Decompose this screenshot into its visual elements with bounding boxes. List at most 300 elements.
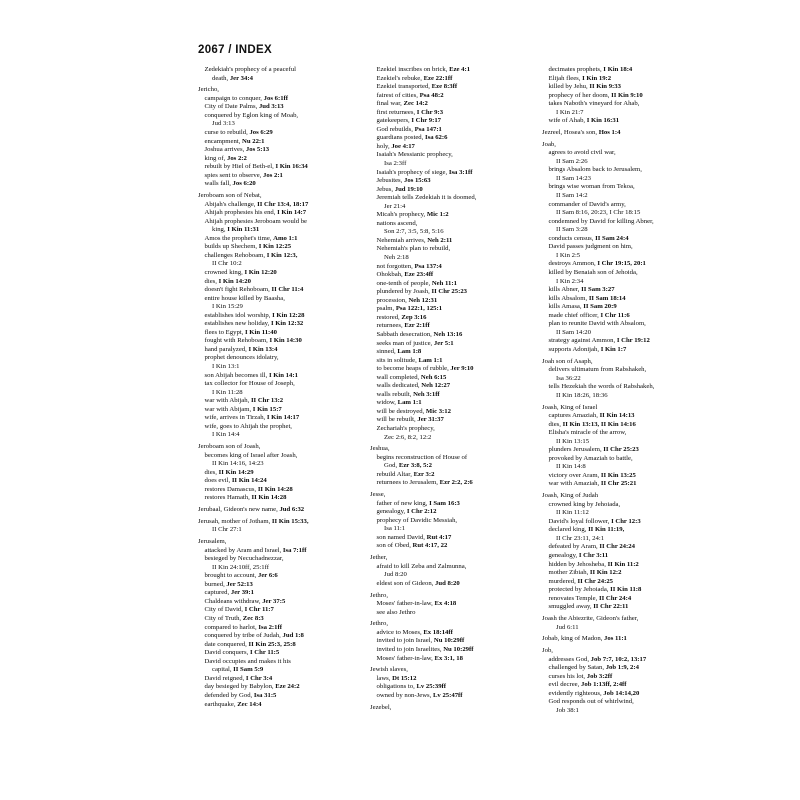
index-subentry: son named David, Rut 4:17 [376, 533, 452, 541]
index-subentry: II Chr 10:2 [212, 260, 242, 268]
index-subentry: II Chr 23:11, 24:1 [556, 534, 605, 542]
index-headword: Joab, [542, 140, 556, 148]
index-subentry: compared to harlot, Isa 2:1ff [204, 623, 282, 631]
index-subentry: Chaldeans withdraw, Jer 37:5 [204, 597, 286, 605]
index-headword: Jeroboam son of Nebat, [198, 192, 262, 200]
index-subentry: crowned king by Jehoiada, [548, 500, 621, 508]
scripture-reference: I Kin 14:1 [268, 371, 298, 379]
index-subentry: psalm, Psa 122:1, 125:1 [376, 305, 443, 313]
index-subentry: obligations to, Lv 25:39ff [376, 683, 446, 691]
index-subentry: nations ascend, [376, 219, 418, 227]
index-subentry: Ohokbah, Eze 23:4ff [376, 271, 434, 279]
scripture-reference: Jud 1:8 [282, 632, 304, 640]
scripture-reference: Zec 14:2 [403, 100, 428, 108]
index-subentry: seeks man of justice, Jer 5:1 [376, 339, 454, 347]
scripture-reference: II Chr 13:2 [250, 397, 284, 405]
index-subentry: prophecy of her doom, II Kin 9:10 [548, 91, 643, 99]
index-subentry: Neh 2:18 [384, 254, 409, 262]
scripture-reference: Jos 6:20 [232, 180, 256, 188]
scripture-reference: II Kin 25:3, 25:8 [248, 640, 296, 648]
index-subentry: addresses God, Job 7:7, 10:2, 13:17 [548, 655, 647, 663]
index-subentry: king, I Kin 11:31 [212, 226, 260, 234]
scripture-reference: Mic 3:12 [425, 407, 451, 415]
scripture-reference: I Kin 14:17 [266, 414, 300, 422]
index-subentry: strategy against Ammon, I Chr 19:12 [548, 337, 650, 345]
scripture-reference: II Chr 22:11 [593, 603, 629, 611]
index-subentry: dies, II Kin 13:13, II Kin 14:16 [548, 420, 636, 428]
scripture-reference: II Chr 11:4 [271, 286, 304, 294]
scripture-reference: II Kin 11:8 [610, 586, 642, 594]
index-subentry: victory over Aram, II Kin 13:25 [548, 471, 636, 479]
scripture-reference: Neh 12:31 [408, 296, 438, 304]
index-headword: Jezebel, [370, 703, 392, 711]
index-subentry: captures Amaziah, II Kin 14:13 [548, 412, 635, 420]
scripture-reference: I Kin 13:4 [248, 345, 278, 353]
index-subentry: hand paralyzed, I Kin 13:4 [204, 345, 278, 353]
index-subentry: father of new king, I Sam 16:3 [376, 499, 460, 507]
index-headword: Joash the Abiezrite, Gideon's father, [542, 615, 639, 623]
index-subentry: Isa 2:3ff [384, 160, 407, 168]
scripture-reference: Rut 4:17, 22 [412, 542, 448, 550]
index-subentry: Son 2:7, 3:5, 5:8, 5:16 [384, 228, 444, 236]
index-subentry: invited to join Israelites, Nu 10:29ff [376, 646, 474, 654]
index-subentry: wife of Ahab, I Kin 16:31 [548, 117, 620, 125]
scripture-reference: Jos 6:1ff [263, 94, 288, 102]
index-subentry: one-tenth of people, Neh 11:1 [376, 279, 457, 287]
index-subentry: Jud 8:20 [384, 571, 407, 579]
index-subentry: walls fall, Jos 6:20 [204, 180, 256, 188]
scripture-reference: I Chr 19:12 [616, 337, 650, 345]
scripture-reference: Jer 6:6 [258, 572, 278, 580]
scripture-reference: Eze 22:1ff [423, 74, 453, 82]
scripture-reference: I Kin 12:3, [266, 251, 298, 259]
scripture-reference: Jud 3:13 [258, 103, 284, 111]
scripture-reference: Jer 31:37 [417, 416, 444, 424]
index-subentry: encampment, Nu 22:1 [204, 137, 265, 145]
index-headword: Job, [542, 647, 553, 655]
index-subentry: II Kin 11:12 [556, 509, 589, 517]
index-headword: Jesse, [370, 491, 386, 499]
index-subentry: widow, Lam 1:1 [376, 399, 422, 407]
scripture-reference: Ex 4:18 [434, 600, 457, 608]
index-subentry: fought with Rehoboam, I Kin 14:30 [204, 337, 302, 345]
scripture-reference: Lam 1:1 [397, 399, 422, 407]
scripture-reference: I Chr 3:11 [578, 552, 609, 560]
index-subentry: earthquake, Zec 14:4 [204, 700, 262, 708]
index-headword: Joash, King of Israel [542, 403, 598, 411]
index-subentry: owned by non-Jews, Lv 25:47ff [376, 691, 463, 699]
index-subentry: Jer 21:4 [384, 202, 406, 210]
scripture-reference: Ezr 2:1ff [404, 322, 430, 330]
index-subentry: will be destroyed, Mic 3:12 [376, 407, 451, 415]
scripture-reference: I Kin 19:2 [582, 74, 612, 82]
index-subentry: tax collector for House of Joseph, [204, 380, 295, 388]
scripture-reference: Nu 22:1 [242, 137, 265, 145]
index-headword: Jericho, [198, 86, 219, 94]
scripture-reference: Neh 6:15 [420, 373, 447, 381]
index-subentry: establishes new holiday, I Kin 12:32 [204, 320, 304, 328]
index-subentry: plunders Jerusalem, II Chr 25:23 [548, 446, 639, 454]
index-subentry: Isa 36:22 [556, 374, 581, 382]
scripture-reference: Jer 9:10 [450, 365, 474, 373]
index-subentry: mother Zibiah, II Kin 12:2 [548, 569, 622, 577]
index-subentry: I Kin 2:34 [556, 277, 584, 285]
scripture-reference: II Chr 24:25 [577, 577, 614, 585]
index-subentry: murdered, II Chr 24:25 [548, 577, 614, 585]
index-subentry: campaign to conquer, Jos 6:1ff [204, 94, 288, 102]
index-subentry: Nehemiah's plan to rebuild, [376, 245, 451, 253]
scripture-reference: II Kin 11:2 [607, 560, 639, 568]
scripture-reference: Isa 7:1ff [282, 546, 307, 554]
index-subentry: dies, II Kin 14:29 [204, 468, 254, 476]
index-subentry: made chief officer, I Chr 11:6 [548, 311, 630, 319]
index-subentry: evidently righteous, Job 14:14,20 [548, 689, 640, 697]
index-subentry: Sabbath desecration, Neh 13:16 [376, 330, 463, 338]
scripture-reference: Jos 11:1 [604, 635, 627, 643]
index-subentry: Ezekiel transported, Eze 8:3ff [376, 83, 458, 91]
scripture-reference: Eze 23:4ff [404, 271, 434, 279]
index-subentry: City of David, I Chr 11:7 [204, 606, 274, 614]
index-subentry: death, Jer 34:4 [212, 74, 253, 82]
index-subentry: II Kin 13:15 [556, 437, 590, 445]
index-subentry: genealogy, I Chr 3:11 [548, 552, 609, 560]
index-subentry: Nehemiah arrives, Neh 2:11 [376, 236, 453, 244]
scripture-reference: Job 1:13ff, 2:4ff [581, 681, 627, 689]
index-subentry: II Sam 14:2 [556, 192, 588, 200]
index-subentry: Abijah's challenge, II Chr 13:4, 18:17 [204, 200, 309, 208]
scripture-reference: II Kin 14:29 [218, 468, 254, 476]
scripture-reference: I Chr 11:7 [244, 606, 274, 614]
scripture-reference: Lam 1:1 [418, 356, 443, 364]
scripture-reference: I Chr 2:12 [406, 508, 437, 516]
index-subentry: sits in solitude, Lam 1:1 [376, 356, 443, 364]
scripture-reference: Hos 1:4 [598, 129, 621, 137]
scripture-reference: Jos 2:1 [263, 171, 283, 179]
index-subentry: son of Obed, Rut 4:17, 22 [376, 542, 448, 550]
index-subentry: Jud 3:13 [212, 120, 235, 128]
scripture-reference: Ex 18:14ff [423, 628, 453, 636]
index-subentry: Ahijah prophesies his end, I Kin 14:7 [204, 209, 307, 217]
index-subentry: Elijah flees, I Kin 19:2 [548, 74, 612, 82]
index-subentry: Jebus, Jud 19:10 [376, 185, 423, 193]
index-column-3 [542, 66, 692, 715]
index-subentry: I Kin 2:5 [556, 251, 581, 259]
scripture-reference: II Sam 20:9 [583, 303, 617, 311]
index-subentry: David's loyal follower, I Chr 12:3 [548, 517, 641, 525]
scripture-reference: Jos 6:29 [249, 129, 273, 137]
scripture-reference: I Kin 12:20 [244, 268, 277, 276]
index-subentry: Micah's prophecy, Mic 1:2 [376, 211, 449, 219]
index-headword: Joah son of Asaph, [542, 357, 593, 365]
scripture-reference: I Kin 15:7 [252, 405, 282, 413]
index-subentry: Jud 6:11 [556, 623, 579, 631]
scripture-reference: I Kin 14:20 [218, 277, 251, 285]
scripture-reference: Jud 19:10 [394, 185, 423, 193]
scripture-reference: Jos 5:13 [245, 146, 270, 154]
scripture-reference: I Chr 9:3 [416, 108, 444, 116]
scripture-reference: II Chr 24:4 [598, 594, 632, 602]
index-subentry: restores Damascus, II Kin 14:28 [204, 485, 293, 493]
index-subentry: guardians posted, Isa 62:6 [376, 134, 448, 142]
index-subentry: David occupies and makes it his [204, 657, 291, 665]
scripture-reference: Psa 48:2 [419, 91, 444, 99]
index-subentry: kills Absalom, II Sam 18:14 [548, 294, 626, 302]
scripture-reference: Ezr 2:2, 2:6 [439, 479, 473, 487]
index-subentry: I Kin 11:28 [212, 388, 243, 396]
index-headword: Jethro, [370, 591, 389, 599]
index-subentry: agrees to avoid civil war, [548, 149, 616, 157]
index-subentry: Job 38:1 [556, 706, 579, 714]
index-subentry: II Chr 27:1 [212, 526, 242, 534]
index-subentry: establishes idol worship, I Kin 12:28 [204, 311, 305, 319]
index-subentry: entire house killed by Baasha, [204, 294, 285, 302]
index-subentry: Moses' father-in-law, Ex 3:1, 18 [376, 654, 463, 662]
scripture-reference: II Kin 15:33, [271, 517, 309, 525]
index-subentry: supports Adonijah, I Kin 1:7 [548, 345, 627, 353]
scripture-reference: Neh 11:1 [431, 279, 457, 287]
index-subentry: Isaiah's prophecy of siege, Isa 3:1ff [376, 168, 473, 176]
index-subentry: Amos the prophet's time, Amo 1:1 [204, 234, 298, 242]
index-subentry: Zec 2:6, 8:2, 12:2 [384, 433, 432, 441]
scripture-reference: I Chr 9:17 [411, 117, 442, 125]
scripture-reference: II Kin 14:28 [257, 485, 293, 493]
index-subentry: returnees, Ezr 2:1ff [376, 322, 430, 330]
index-subentry: Ahijah prophesies Jeroboam would be [204, 217, 308, 225]
scripture-reference: II Kin 13:25 [600, 471, 636, 479]
index-subentry: war with Abijah, II Chr 13:2 [204, 397, 284, 405]
index-subentry: war with Abijam, I Kin 15:7 [204, 405, 282, 413]
scripture-reference: II Kin 14:28 [251, 494, 287, 502]
index-subentry: fairest of cities, Psa 48:2 [376, 91, 444, 99]
scripture-reference: Neh 3:1ff [413, 390, 440, 398]
scripture-reference: Psa 147:1 [414, 125, 442, 133]
index-subentry: prophecy of Davidic Messiah, [376, 516, 458, 524]
scripture-reference: I Chr 12:3 [611, 517, 641, 525]
index-subentry: II Kin 24:10ff, 25:1ff [212, 563, 269, 571]
index-subentry: II Sam 2:26 [556, 157, 588, 165]
index-subentry: kills Amasa, II Sam 20:9 [548, 303, 617, 311]
index-headword: Jether, [370, 554, 388, 562]
index-subentry: date conquered, II Kin 25:3, 25:8 [204, 640, 296, 648]
scripture-reference: II Sam 24:4 [595, 234, 629, 242]
scripture-reference: II Kin 14:24 [231, 477, 267, 485]
index-subentry: walls dedicated, Neh 12:27 [376, 382, 451, 390]
index-subentry: Jeremiah tells Zedekiah it is doomed, [376, 194, 477, 202]
scripture-reference: Eze 24:2 [275, 683, 300, 691]
index-subentry: first returnees, I Chr 9:3 [376, 108, 444, 116]
scripture-reference: Isa 2:1ff [258, 623, 282, 631]
scripture-reference: Psa 122:1, 125:1 [395, 305, 443, 313]
index-headword: Jeroboam son of Joash, [198, 443, 261, 451]
scripture-reference: Job 3:2ff [586, 672, 613, 680]
scripture-reference: Zep 3:16 [401, 313, 427, 321]
scripture-reference: II Sam 3:27 [581, 286, 615, 294]
index-subentry: invited to join Israel, Nu 10:29ff [376, 637, 465, 645]
index-subentry: evil decree, Job 1:13ff, 2:4ff [548, 681, 627, 689]
index-subentry: David reigned, I Chr 3:4 [204, 674, 273, 682]
page-header: 2067 / INDEX [198, 44, 272, 56]
scripture-reference: Lv 25:39ff [416, 683, 446, 691]
index-subentry: procession, Neh 12:31 [376, 296, 438, 304]
scripture-reference: I Chr 11:5 [250, 649, 280, 657]
index-subentry: besieged by Necuchadnezzar, [204, 555, 284, 563]
index-subentry: condemned by David for killing Abner, [548, 217, 654, 225]
index-subentry: returnees to Jerusalem, Ezr 2:2, 2:6 [376, 479, 473, 487]
scripture-reference: I Kin 1:7 [600, 345, 627, 353]
index-subentry: will be rebuilt, Jer 31:37 [376, 416, 444, 424]
index-subentry: conducts census, II Sam 24:4 [548, 234, 629, 242]
scripture-reference: I Chr 11:6 [600, 311, 630, 319]
index-subentry: son Abijah becomes ill, I Kin 14:1 [204, 371, 298, 379]
index-subentry: Ezekiel's rebuke, Eze 22:1ff [376, 74, 453, 82]
index-subentry: kills Abner, II Sam 3:27 [548, 286, 615, 294]
index-subentry: afraid to kill Zeba and Zalmunna, [376, 562, 467, 570]
index-subentry: challenged by Satan, Job 1:9, 2:4 [548, 664, 639, 672]
index-subentry: killed by Benaiah son of Jehoida, [548, 268, 638, 276]
scripture-reference: Dt 15:12 [392, 674, 417, 682]
index-subentry: Elisha's miracle of the arrow, [548, 429, 627, 437]
index-column-1 [198, 66, 348, 709]
index-headword: Jobab, king of Madon, Jos 11:1 [542, 635, 627, 643]
index-subentry: wife, arrives in Tirzah, I Kin 14:17 [204, 414, 300, 422]
index-subentry: destroys Ammon, I Chr 19:15, 20:1 [548, 260, 646, 268]
index-subentry: challenges Rehoboam, I Kin 12:3, [204, 251, 298, 259]
index-subentry: day besieged by Babylon, Eze 24:2 [204, 683, 300, 691]
scripture-reference: II Kin 9:33 [589, 83, 621, 91]
scripture-reference: I Chr 3:4 [245, 674, 273, 682]
scripture-reference: II Chr 25:21 [600, 480, 637, 488]
index-subentry: curse to rebuild, Jos 6:29 [204, 129, 273, 137]
scripture-reference: I Kin 12:25 [258, 243, 292, 251]
index-subentry: City of Truth, Zec 8:3 [204, 615, 264, 623]
scripture-reference: Neh 13:16 [433, 330, 463, 338]
index-subentry: defeated by Aram, II Chr 24:24 [548, 543, 635, 551]
index-subentry: eldest son of Gideon, Jud 8:20 [376, 579, 460, 587]
index-subentry: delivers ultimatum from Rabshakeh, [548, 366, 647, 374]
scripture-reference: Job 1:9, 2:4 [605, 664, 639, 672]
scripture-reference: Isa 3:1ff [448, 168, 473, 176]
index-subentry: I Kin 21:7 [556, 108, 584, 116]
index-subentry: I Kin 15:29 [212, 303, 243, 311]
index-subentry: decimates prophets, I Kin 18:4 [548, 66, 633, 73]
scripture-reference: Jer 37:5 [262, 597, 286, 605]
index-subentry: capital, II Sam 5:9 [212, 666, 264, 674]
index-subentry: wall completed, Neh 6:15 [376, 373, 447, 381]
index-subentry: killed by Jehu, II Kin 9:33 [548, 83, 621, 91]
index-subentry: I Kin 13:1 [212, 362, 240, 370]
scripture-reference: I Kin 11:31 [227, 226, 260, 234]
scripture-reference: Jer 52:13 [226, 580, 253, 588]
index-subentry: I Kin 14:4 [212, 431, 240, 439]
index-subentry: brings wise woman from Tekoa, [548, 183, 635, 191]
index-subentry: walls rebuilt, Neh 3:1ff [376, 390, 440, 398]
index-subentry: plan to reunite David with Absalom, [548, 320, 646, 328]
scripture-reference: II Kin 12:2 [589, 569, 622, 577]
index-headword: Jerusalem, [198, 538, 227, 546]
index-subentry: begins reconstruction of House of [376, 453, 468, 461]
scripture-reference: Nu 10:29ff [443, 646, 474, 654]
scripture-reference: II Sam 5:9 [233, 666, 264, 674]
index-subentry: to become heaps of rubble, Jer 9:10 [376, 365, 474, 373]
index-subentry: smuggled away, II Chr 22:11 [548, 603, 629, 611]
index-subentry: renovates Temple, II Chr 24:4 [548, 594, 632, 602]
scripture-reference: Job 7:7, 10:2, 13:17 [590, 655, 647, 663]
scripture-reference: Jer 39:1 [230, 589, 254, 597]
index-subentry: tells Hezekiah the words of Rabshakeh, [548, 383, 655, 391]
index-subentry: holy, Joe 4:17 [376, 142, 415, 150]
index-headword: Jewish slaves, [370, 666, 408, 674]
index-subentry: becomes king of Israel after Joash, [204, 451, 298, 459]
scripture-reference: Jud 8:20 [435, 579, 460, 587]
index-subentry: II Sam 14:20 [556, 328, 591, 336]
index-headword: Jethro, [370, 620, 389, 628]
index-subentry: Jebusites, Jos 15:63 [376, 177, 431, 185]
index-subentry: rebuilt by Hiel of Beth-el, I Kin 16:34 [204, 163, 308, 171]
scripture-reference: Psa 137:4 [414, 262, 442, 270]
scripture-reference: I Kin 16:34 [275, 163, 308, 171]
index-subentry: II Kin 14:16, 14:23 [212, 460, 264, 468]
scripture-reference: Eze 8:3ff [431, 83, 458, 91]
scripture-reference: Jos 15:63 [404, 177, 431, 185]
index-subentry: Moses' father-in-law, Ex 4:18 [376, 600, 457, 608]
scripture-reference: Jer 5:1 [433, 339, 454, 347]
index-columns [198, 66, 764, 715]
index-subentry: Isa 11:1 [384, 525, 406, 533]
index-column-2 [370, 66, 520, 712]
scripture-reference: Jer 34:4 [229, 74, 253, 82]
scripture-reference: Mic 1:2 [426, 211, 449, 219]
index-headword: Jeshua, [370, 445, 390, 453]
scripture-reference: Lam 1:8 [397, 348, 422, 356]
index-subentry: II Sam 3:28 [556, 226, 588, 234]
scripture-reference: II Sam 18:14 [588, 294, 626, 302]
index-subentry: war with Amaziah, II Chr 25:21 [548, 480, 637, 488]
scripture-reference: II Kin 9:10 [611, 91, 643, 99]
index-subentry: hidden by Jehosheba, II Kin 11:2 [548, 560, 639, 568]
scripture-reference: I Kin 14:7 [277, 209, 307, 217]
scripture-reference: Jos 2:2 [226, 154, 247, 162]
scripture-reference: Lv 25:47ff [432, 691, 463, 699]
scripture-reference: I Kin 16:31 [586, 117, 620, 125]
index-subentry: spies sent to observe, Jos 2:1 [204, 171, 283, 179]
scripture-reference: Isa 62:6 [424, 134, 448, 142]
index-subentry: takes Naboth's vineyard for Ahab, [548, 100, 640, 108]
index-subentry: Zedekiah's prophecy of a peaceful [204, 66, 296, 73]
index-subentry: final war, Zec 14:2 [376, 100, 428, 108]
index-subentry: restored, Zep 3:16 [376, 313, 427, 321]
index-subentry: advice to Moses, Ex 18:14ff [376, 628, 453, 636]
scripture-reference: Ezr 3:2 [413, 470, 435, 478]
index-subentry: captured, Jer 39:1 [204, 589, 254, 597]
index-subentry: David passes judgment on him, [548, 243, 633, 251]
index-subentry: II Sam 8:16, 20:23, I Chr 18:15 [556, 209, 641, 217]
index-subentry: II Kin 14:8 [556, 463, 586, 471]
scripture-reference: I Kin 14:30 [269, 337, 302, 345]
index-headword: Joash, King of Judah [542, 492, 599, 500]
index-subentry: laws, Dt 15:12 [376, 674, 417, 682]
index-subentry: prophet denounces idolatry, [204, 354, 279, 362]
index-subentry: II Sam 14:23 [556, 174, 591, 182]
index-subentry: declared king, II Kin 11:19, [548, 526, 625, 534]
index-subentry: Zechariah's prophecy, [376, 424, 435, 432]
index-subentry: defended by God, Isa 31:5 [204, 691, 277, 699]
index-subentry: sinned, Lam 1:8 [376, 348, 422, 356]
index-subentry: doesn't fight Rehoboam, II Chr 11:4 [204, 286, 304, 294]
index-subentry: burned, Jer 52:13 [204, 580, 253, 588]
scripture-reference: Job 14:14,20 [603, 689, 640, 697]
index-subentry: does evil, II Kin 14:24 [204, 477, 267, 485]
index-subentry: conquered by tribe of Judah, Jud 1:8 [204, 632, 304, 640]
